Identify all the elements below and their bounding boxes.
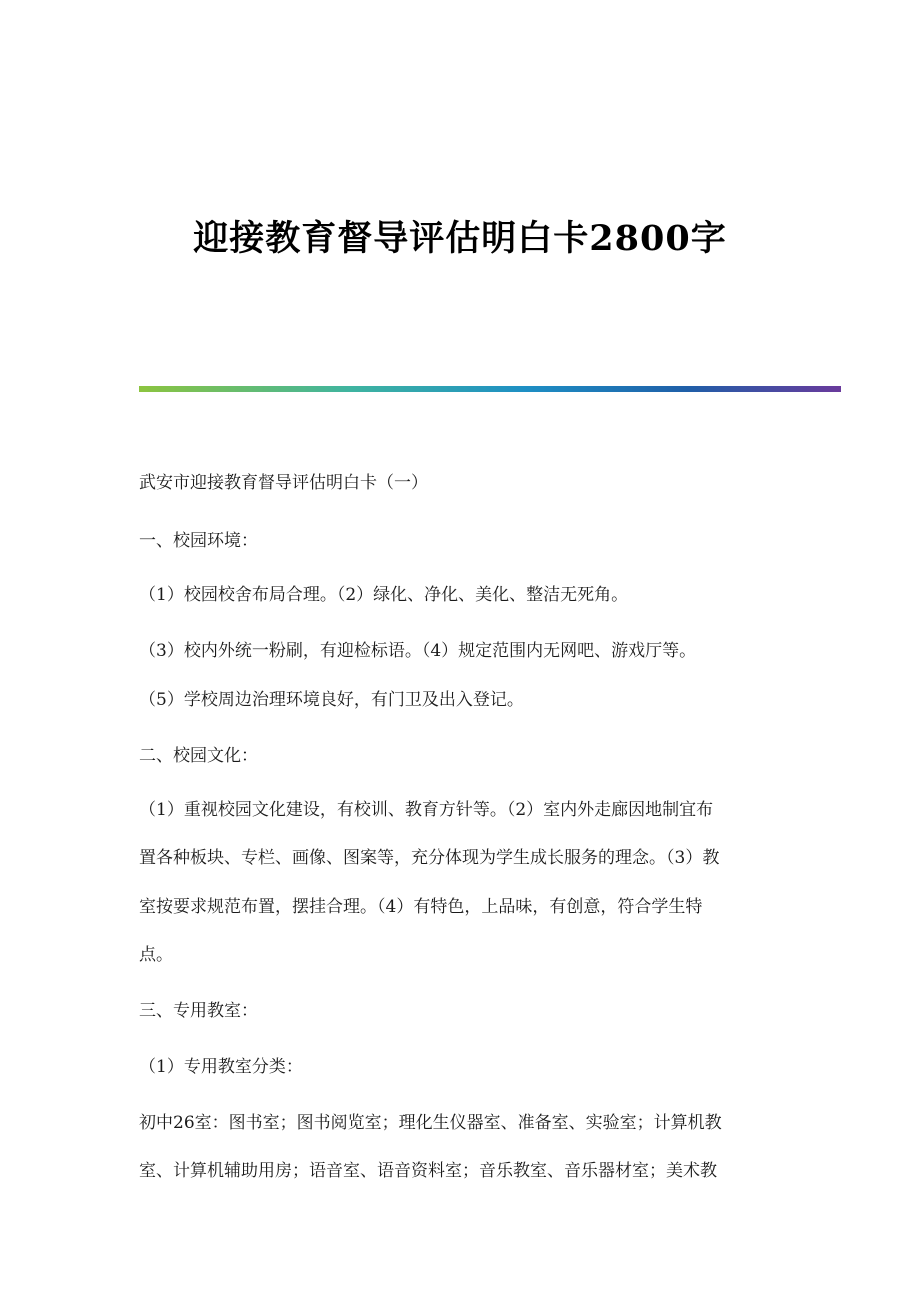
paragraph-line: （5）学校周边治理环境良好，有门卫及出入登记。 <box>139 690 524 710</box>
section-heading: 一、校园环境： <box>139 531 258 551</box>
title-divider <box>139 386 841 392</box>
paragraph-line: （1）校园校舍布局合理。（2）绿化、净化、美化、整洁无死角。 <box>139 585 629 605</box>
section-heading: 二、校园文化： <box>139 746 258 766</box>
paragraph-line: 室、计算机辅助用房；语音室、语音资料室；音乐教室、音乐器材室；美术教 <box>139 1161 717 1181</box>
paragraph-line: （1）重视校园文化建设，有校训、教育方针等。（2）室内外走廊因地制宜布 <box>139 800 714 820</box>
document-title: 迎接教育督导评估明白卡2800字 <box>193 218 727 259</box>
paragraph-line: （1）专用教室分类： <box>139 1057 303 1077</box>
paragraph-line: （3）校内外统一粉刷，有迎检标语。（4）规定范围内无网吧、游戏厅等。 <box>139 641 697 661</box>
paragraph-line: 点。 <box>139 945 173 965</box>
section-heading: 三、专用教室： <box>139 1001 258 1021</box>
paragraph-line: 室按要求规范布置，摆挂合理。（4）有特色，上品味，有创意，符合学生特 <box>139 897 703 917</box>
paragraph-line: 置各种板块、专栏、画像、图案等，充分体现为学生成长服务的理念。（3）教 <box>139 848 720 868</box>
section-heading: 武安市迎接教育督导评估明白卡（一） <box>139 473 428 493</box>
paragraph-line: 初中26室：图书室；图书阅览室；理化生仪器室、准备室、实验室；计算机教 <box>139 1113 722 1133</box>
